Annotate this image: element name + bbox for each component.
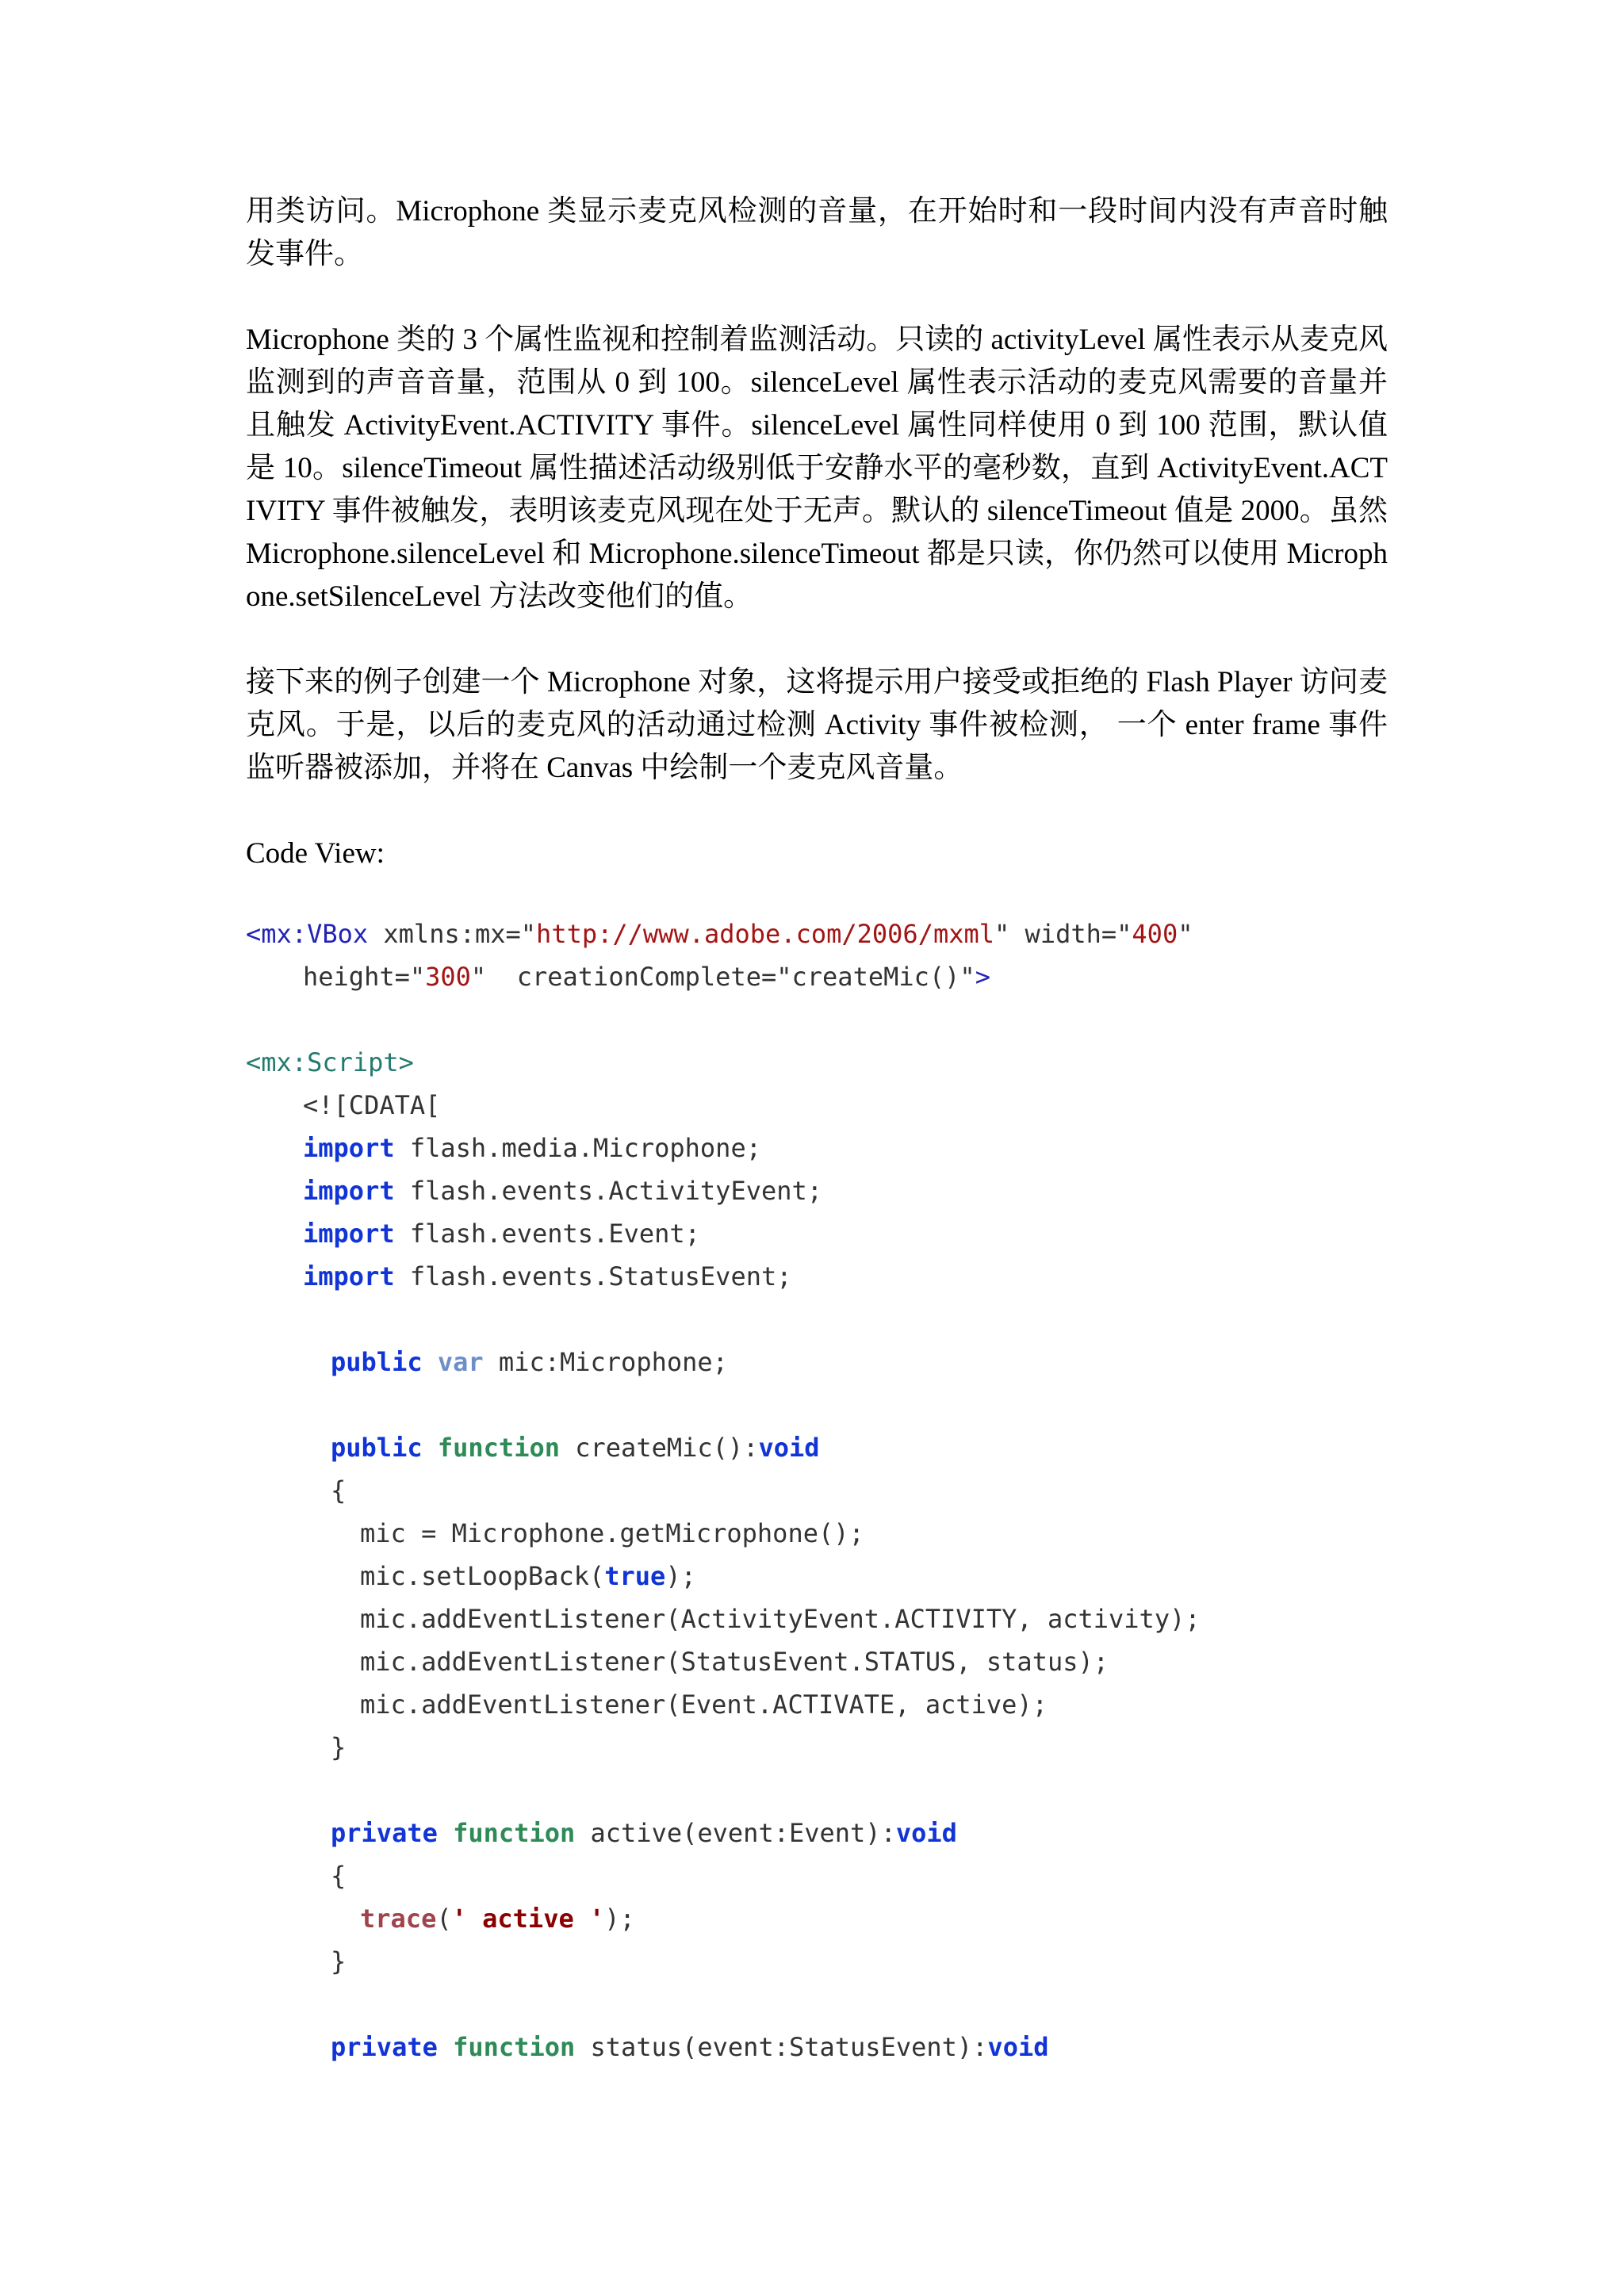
- document-page: [246, 190, 1388, 2062]
- code-line-import: import flash.events.StatusEvent;: [303, 1261, 792, 1292]
- code-line-brace-open: {: [331, 1861, 347, 1891]
- code-view-label: Code View:: [246, 837, 385, 870]
- code-line-brace-open: {: [331, 1475, 347, 1506]
- code-line-trace: trace(' active ');: [360, 1904, 635, 1934]
- code-line-set-loopback: mic.setLoopBack(true);: [360, 1561, 696, 1591]
- code-line-listener-activate: mic.addEventListener(Event.ACTIVATE, active);: [360, 1689, 1048, 1720]
- paragraph-example: 接下来的例子创建一个 Microphone 对象，这将提示用户接受或拒绝的 Flash Player 访问麦克风。于是，以后的麦克风的活动通过检测 Activity 事件被检测， 一个 enter frame 事件监听器被添加，并将在 Canvas 中绘制一个麦克风音量。: [246, 666, 1388, 784]
- code-line-listener-status: mic.addEventListener(StatusEvent.STATUS, status);: [360, 1647, 1109, 1677]
- code-line-brace-close: }: [331, 1732, 347, 1762]
- code-line-mic-declaration: public var mic:Microphone;: [331, 1347, 728, 1377]
- code-line-import: import flash.events.ActivityEvent;: [303, 1176, 823, 1206]
- code-line-brace-close: }: [331, 1946, 347, 1976]
- code-line-listener-activity: mic.addEventListener(ActivityEvent.ACTIVITY, activity);: [360, 1604, 1201, 1634]
- code-line-get-microphone: mic = Microphone.getMicrophone();: [360, 1518, 864, 1548]
- code-line-cdata: <![CDATA[: [303, 1090, 441, 1120]
- code-line-script-open: <mx:Script>: [246, 1047, 414, 1077]
- code-line-vbox-open: <mx:VBox xmlns:mx="http://www.adobe.com/2006/mxml" width="400": [246, 919, 1193, 949]
- code-line-status-signature: private function status(event:StatusEvent):void: [331, 2032, 1049, 2062]
- paragraph-properties: Microphone 类的 3 个属性监视和控制着监测活动。只读的 activityLevel 属性表示从麦克风监测到的声音音量，范围从 0 到 100。silenceLevel 属性表示活动的麦克风需要的音量并且触发 ActivityEvent.ACTIVITY 事件。silenceLevel 属性同样使用 0 到 100 范围，默认值是 10。silenceTimeout 属性描述活动级别低于安静水平的毫秒数，直到 ActivityEvent.ACTIVITY 事件被触发，表明该麦克风现在处于无声。默认的 silenceTimeout 值是 2000。虽然 Microphone.silenceLevel 和 Microphone.silenceTimeout 都是只读，你仍然可以使用 Microphone.setSilenceLevel 方法改变他们的值。: [246, 323, 1388, 613]
- code-line-active-signature: private function active(event:Event):void: [331, 1818, 957, 1848]
- code-line-createmic-signature: public function createMic():void: [331, 1433, 820, 1463]
- code-line-vbox-attrs: height="300" creationComplete="createMic()">: [303, 962, 990, 992]
- paragraph-intro: 用类访问。Microphone 类显示麦克风检测的音量，在开始时和一段时间内没有声音时触发事件。: [246, 195, 1388, 270]
- code-line-import: import flash.media.Microphone;: [303, 1133, 761, 1163]
- code-line-import: import flash.events.Event;: [303, 1219, 700, 1249]
